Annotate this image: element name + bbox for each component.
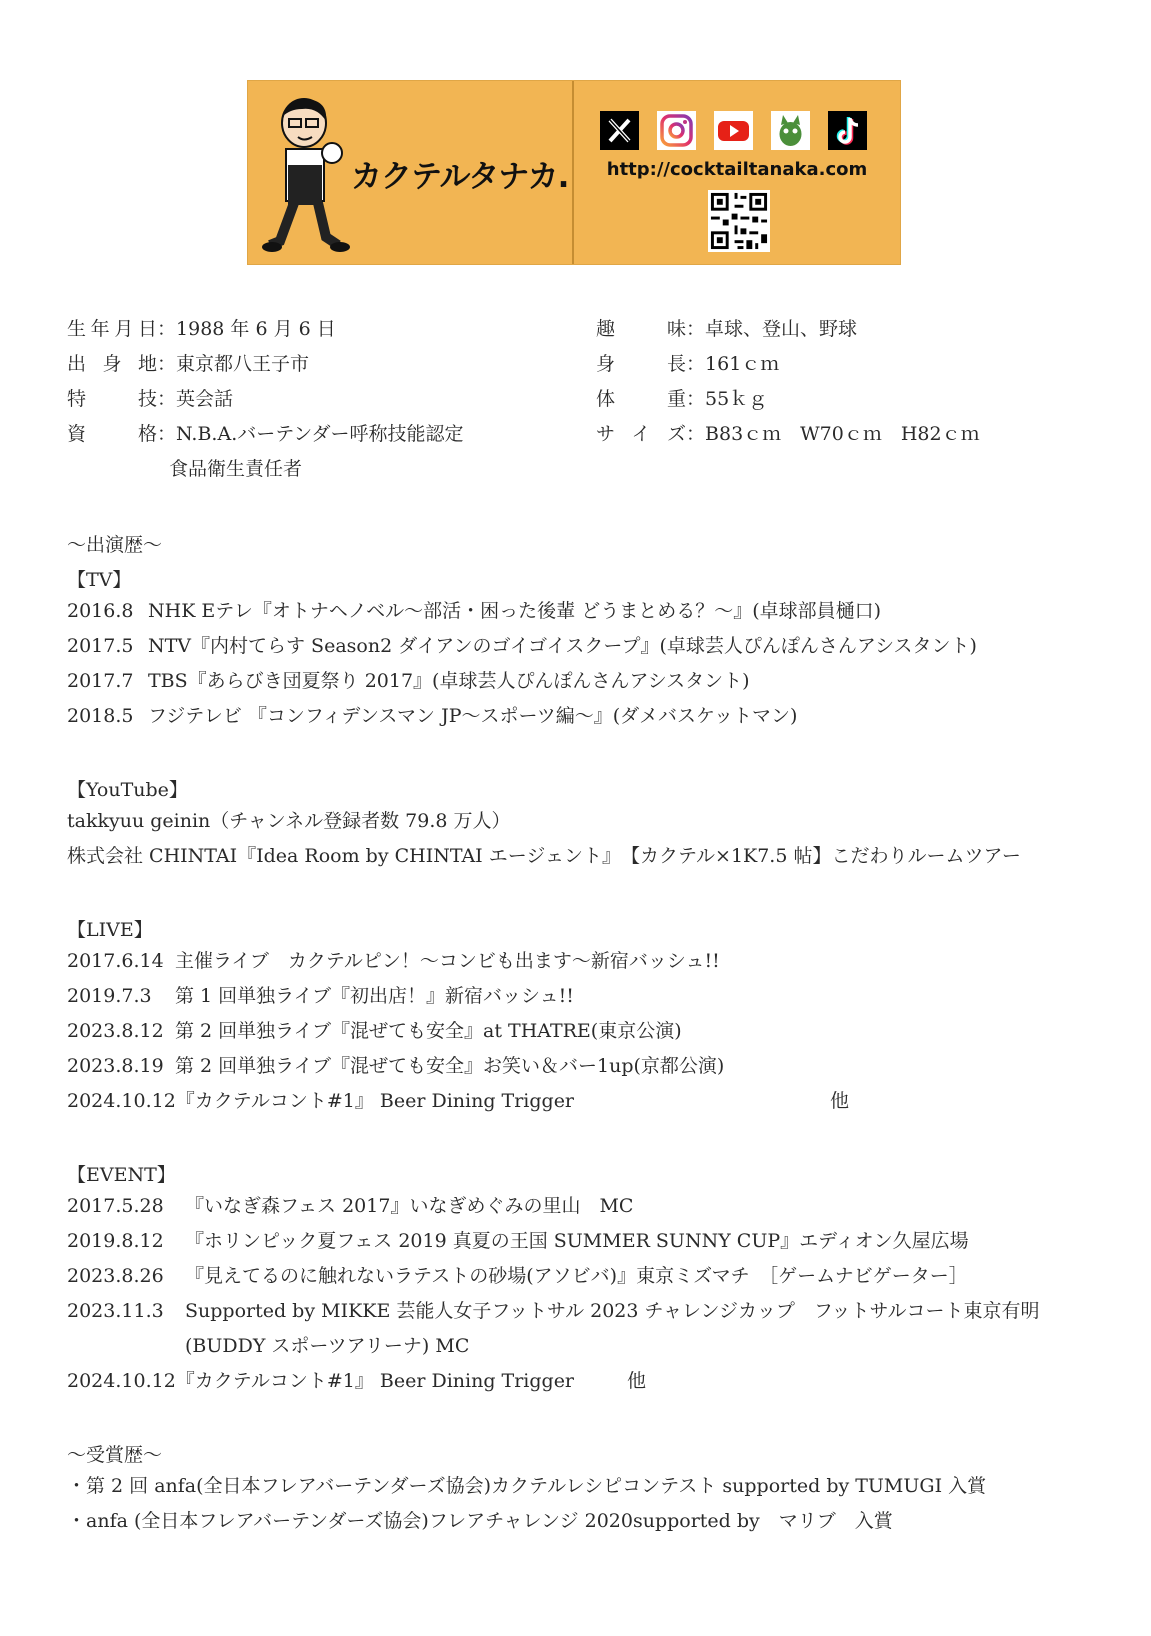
live-row: 2024.10.12『カクテルコント#1』 Beer Dining Trigger — [67, 1090, 575, 1112]
tv-row: 2017.7 TBS『あらびき団夏祭り 2017』(卓球芸人ぴんぽんさんアシスタント) — [67, 670, 750, 692]
event-row: 2023.8.26 『見えてるのに触れないラテストの砂場(アソビバ)』東京ミズマチ ［ゲームナビゲーター］ — [67, 1265, 968, 1287]
profile-banner — [247, 80, 901, 265]
youtube-row: takkyuu geinin（チャンネル登録者数 79.8 万人） — [67, 810, 511, 832]
awards-title: ～受賞歴～ — [67, 1444, 163, 1466]
live-row: 2023.8.12 第 2 回単独ライブ『混ぜても安全』at THATRE(東京公演) — [67, 1020, 682, 1042]
event-etc: 他 — [627, 1370, 647, 1392]
qualification-label: 資 格 — [67, 423, 157, 445]
profile-size: サ イ ズ ：B83ｃｍ W70ｃｍ H82ｃｍ — [596, 423, 980, 445]
brand-name: カクテルタナカ. — [351, 159, 569, 195]
profile-height: 身 長 ：161ｃｍ — [596, 353, 780, 375]
weight-value: 55ｋｇ — [705, 388, 768, 410]
live-etc: 他 — [830, 1090, 850, 1112]
tv-row: 2016.8 NHK Eテレ『オトナヘノベル～部活・困った後輩 どうまとめる？～』(卓球部員樋口) — [67, 600, 882, 622]
x-icon[interactable] — [600, 111, 639, 150]
size-label: サ イ ズ — [596, 423, 686, 445]
skill-label: 特 技 — [67, 388, 157, 410]
tv-heading: 【TV】 — [67, 569, 132, 591]
hobby-label: 趣 味 — [596, 318, 686, 340]
event-row: 2019.8.12 『ホリンピック夏フェス 2019 真夏の王国 SUMMER SUNNY CUP』エディオン久屋広場 — [67, 1230, 969, 1252]
award-row: ・anfa (全日本フレアバーテンダーズ協会)フレアチャレンジ 2020supported by マリブ 入賞 — [67, 1510, 893, 1532]
website-url[interactable]: http://cocktailtanaka.com — [606, 159, 868, 180]
qr-code-icon[interactable] — [708, 190, 770, 252]
profile-birthdate: 生 年 月 日 ：1988 年 6 月 6 日 — [67, 318, 336, 340]
qualification-extra: 食品衛生責任者 — [169, 458, 303, 480]
event-heading: 【EVENT】 — [67, 1164, 176, 1186]
event-row-continuation: (BUDDY スポーツアリーナ) MC — [185, 1335, 470, 1357]
weight-label: 体 重 — [596, 388, 686, 410]
profile-weight: 体 重 ：55ｋｇ — [596, 388, 768, 410]
tiktok-icon[interactable] — [828, 111, 867, 150]
height-value: 161ｃｍ — [705, 353, 780, 375]
birthdate-label: 生 年 月 日 — [67, 318, 157, 340]
instagram-icon[interactable] — [657, 111, 696, 150]
social-icons — [600, 111, 867, 150]
youtube-icon[interactable] — [714, 111, 753, 150]
skill-value: 英会話 — [176, 388, 234, 410]
award-row: ・第 2 回 anfa(全日本フレアバーテンダーズ協会)カクテルレシピコンテスト supported by TUMUGI 入賞 — [67, 1475, 987, 1497]
event-row: 2017.5.28 『いなぎ森フェス 2017』いなぎめぐみの里山 MC — [67, 1195, 634, 1217]
event-row: 2023.11.3 Supported by MIKKE 芸能人女子フットサル 2023 チャレンジカップ フットサルコート東京有明 — [67, 1300, 1040, 1322]
event-row: 2024.10.12『カクテルコント#1』 Beer Dining Trigger — [67, 1370, 575, 1392]
profile-qualification: 資 格 ：N.B.A.バーテンダー呼称技能認定 — [67, 423, 464, 445]
qualification-value: N.B.A.バーテンダー呼称技能認定 — [176, 423, 464, 445]
profile-skill: 特 技 ：英会話 — [67, 388, 234, 410]
profile-hobby: 趣 味 ：卓球、登山、野球 — [596, 318, 858, 340]
size-value: B83ｃｍ W70ｃｍ H82ｃｍ — [705, 423, 980, 445]
youtube-row: 株式会社 CHINTAI『Idea Room by CHINTAI エージェント』 【カクテル×1K7.5 帖】こだわりルームツアー — [67, 845, 1021, 867]
live-row: 2023.8.19 第 2 回単独ライブ『混ぜても安全』お笑い＆バー1up(京都公演) — [67, 1055, 725, 1077]
appearance-title: ～出演歴～ — [67, 534, 163, 556]
character-icon[interactable] — [771, 111, 810, 150]
tv-row: 2018.5 フジテレビ 『コンフィデンスマン JP～スポーツ編～』(ダメバスケットマン) — [67, 705, 798, 727]
mascot-illustration — [262, 95, 362, 255]
banner-brand-panel — [248, 81, 574, 264]
banner-links-panel — [574, 81, 900, 264]
birthdate-value: 1988 年 6 月 6 日 — [176, 318, 336, 340]
height-label: 身 長 — [596, 353, 686, 375]
birthplace-value: 東京都八王子市 — [176, 353, 310, 375]
birthplace-label: 出 身 地 — [67, 353, 157, 375]
hobby-value: 卓球、登山、野球 — [705, 318, 858, 340]
youtube-heading: 【YouTube】 — [67, 779, 188, 801]
tv-row: 2017.5 NTV『内村てらす Season2 ダイアンのゴイゴイスクープ』(卓球芸人ぴんぽんさんアシスタント) — [67, 635, 977, 657]
live-row: 2017.6.14 主催ライブ カクテルピン！～コンビも出ます～新宿バッシュ!! — [67, 950, 720, 972]
live-row: 2019.7.3 第 1 回単独ライブ『初出店！』新宿バッシュ!! — [67, 985, 574, 1007]
profile-birthplace: 出 身 地 ：東京都八王子市 — [67, 353, 310, 375]
live-heading: 【LIVE】 — [67, 919, 153, 941]
